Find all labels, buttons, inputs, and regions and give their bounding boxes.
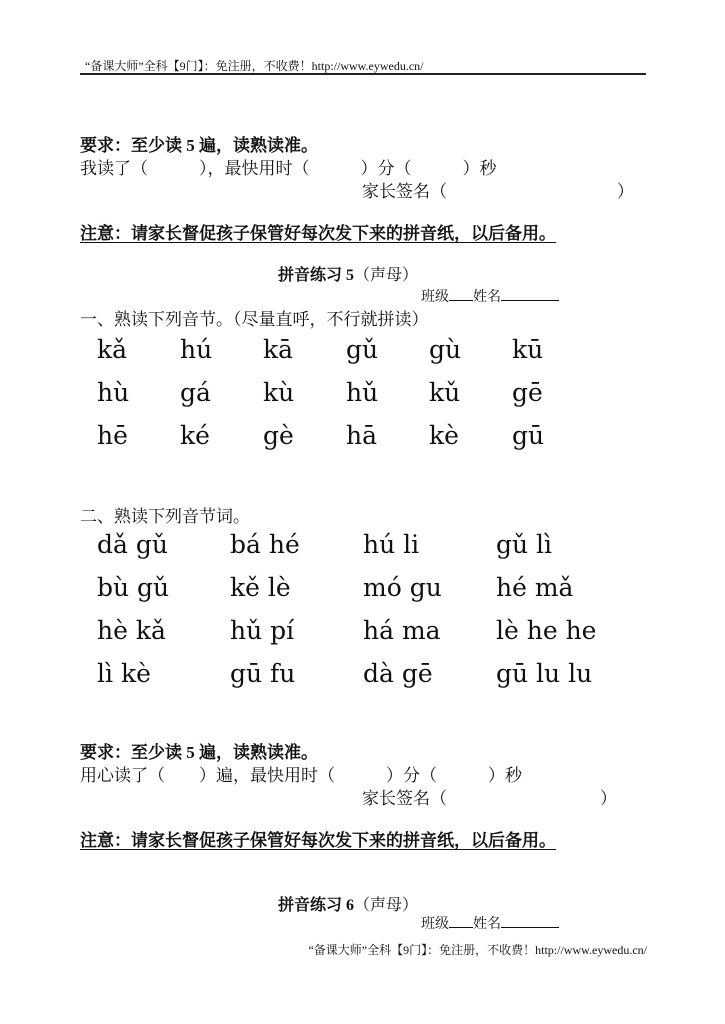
- syllable-r1-c1: kǎ: [97, 335, 128, 364]
- exercise6-subtitle: （声母）: [354, 897, 419, 914]
- word-r4-c3: dà gē: [363, 659, 433, 688]
- part1-heading: 一、熟读下列音节。（尽量直呼，不行就拼读）: [80, 310, 429, 329]
- syllable-r1-c5: gù: [429, 335, 462, 364]
- exercise6-title: [278, 892, 418, 915]
- read-count-line-2: 用心读了（ ）遍，最快用时（ ）分（ ）秒: [80, 766, 522, 785]
- exercise5-subtitle: （声母）: [354, 267, 419, 284]
- word-r3-c2: hǔ pí: [230, 616, 295, 645]
- syllable-r2-c1: hù: [97, 378, 130, 407]
- name-label-6: 姓名: [473, 917, 501, 932]
- syllable-r3-c2: ké: [180, 421, 210, 450]
- parent-signature-2: 家长签名（ ）: [362, 789, 617, 808]
- class-label: 班级: [421, 290, 449, 305]
- syllable-r2-c5: kǔ: [429, 378, 461, 407]
- word-r2-c3: mó gu: [363, 573, 442, 602]
- word-r1-c3: hú li: [363, 530, 420, 559]
- word-r4-c2: gū fu: [230, 659, 296, 688]
- syllable-r1-c6: kū: [512, 335, 544, 364]
- class-label-6: 班级: [421, 917, 449, 932]
- parent-note-2: 注意：请家长督促孩子保管好每次发下来的拼音纸，以后备用。: [80, 831, 556, 850]
- exercise6-title-text: 拼音练习 6: [278, 897, 355, 914]
- syllable-r1-c2: hú: [180, 335, 213, 364]
- class-blank-6: [449, 913, 473, 928]
- syllable-r2-c3: kù: [263, 378, 295, 407]
- syllable-r1-c4: gǔ: [346, 335, 379, 364]
- page-footer: “备课大师”全科【9门】：免注册，不收费！http://www.eywedu.cn/: [308, 943, 647, 957]
- word-r3-c1: hè kǎ: [97, 616, 166, 645]
- syllable-r2-c6: gē: [512, 378, 543, 407]
- syllable-r3-c1: hē: [97, 421, 128, 450]
- word-r2-c4: hé mǎ: [496, 573, 574, 602]
- syllable-r3-c5: kè: [429, 421, 459, 450]
- parent-note-1: 注意：请家长督促孩子保管好每次发下来的拼音纸，以后备用。: [80, 224, 556, 243]
- requirement-text-2: 要求：至少读 5 遍，读熟读准。: [80, 743, 318, 762]
- syllable-r2-c4: hǔ: [346, 378, 379, 407]
- word-r4-c4: gū lu lu: [496, 659, 593, 688]
- exercise5-title: [278, 262, 418, 285]
- syllable-r2-c2: gá: [180, 378, 211, 407]
- class-blank: [449, 286, 473, 301]
- exercise5-class-name: [421, 286, 559, 306]
- part2-heading: 二、熟读下列音节词。: [80, 507, 250, 526]
- parent-signature-1: 家长签名（ ）: [362, 182, 634, 201]
- word-r1-c1: dǎ gǔ: [97, 530, 168, 559]
- exercise6-class-name: [421, 913, 559, 933]
- name-blank-6: [501, 913, 559, 928]
- word-r3-c4: lè he he: [496, 616, 597, 645]
- word-r2-c1: bù gǔ: [97, 573, 170, 602]
- header-divider: [80, 73, 646, 75]
- word-r1-c2: bá hé: [230, 530, 300, 559]
- syllable-r3-c6: gū: [512, 421, 545, 450]
- read-count-line-1: 我读了（ ），最快用时（ ）分（ ）秒: [80, 159, 497, 178]
- page-header: “备课大师”全科【9门】：免注册，不收费！http://www.eywedu.cn/: [85, 59, 424, 73]
- word-r2-c2: kě lè: [230, 573, 291, 602]
- name-label: 姓名: [473, 290, 501, 305]
- word-r1-c4: gǔ lì: [496, 530, 553, 559]
- word-r3-c3: há ma: [363, 616, 441, 645]
- exercise5-title-text: 拼音练习 5: [278, 267, 355, 284]
- syllable-r3-c3: gè: [263, 421, 294, 450]
- requirement-text-1: 要求：至少读 5 遍，读熟读准。: [80, 136, 318, 155]
- name-blank: [501, 286, 559, 301]
- syllable-r3-c4: hā: [346, 421, 378, 450]
- word-r4-c1: lì kè: [97, 659, 151, 688]
- syllable-r1-c3: kā: [263, 335, 294, 364]
